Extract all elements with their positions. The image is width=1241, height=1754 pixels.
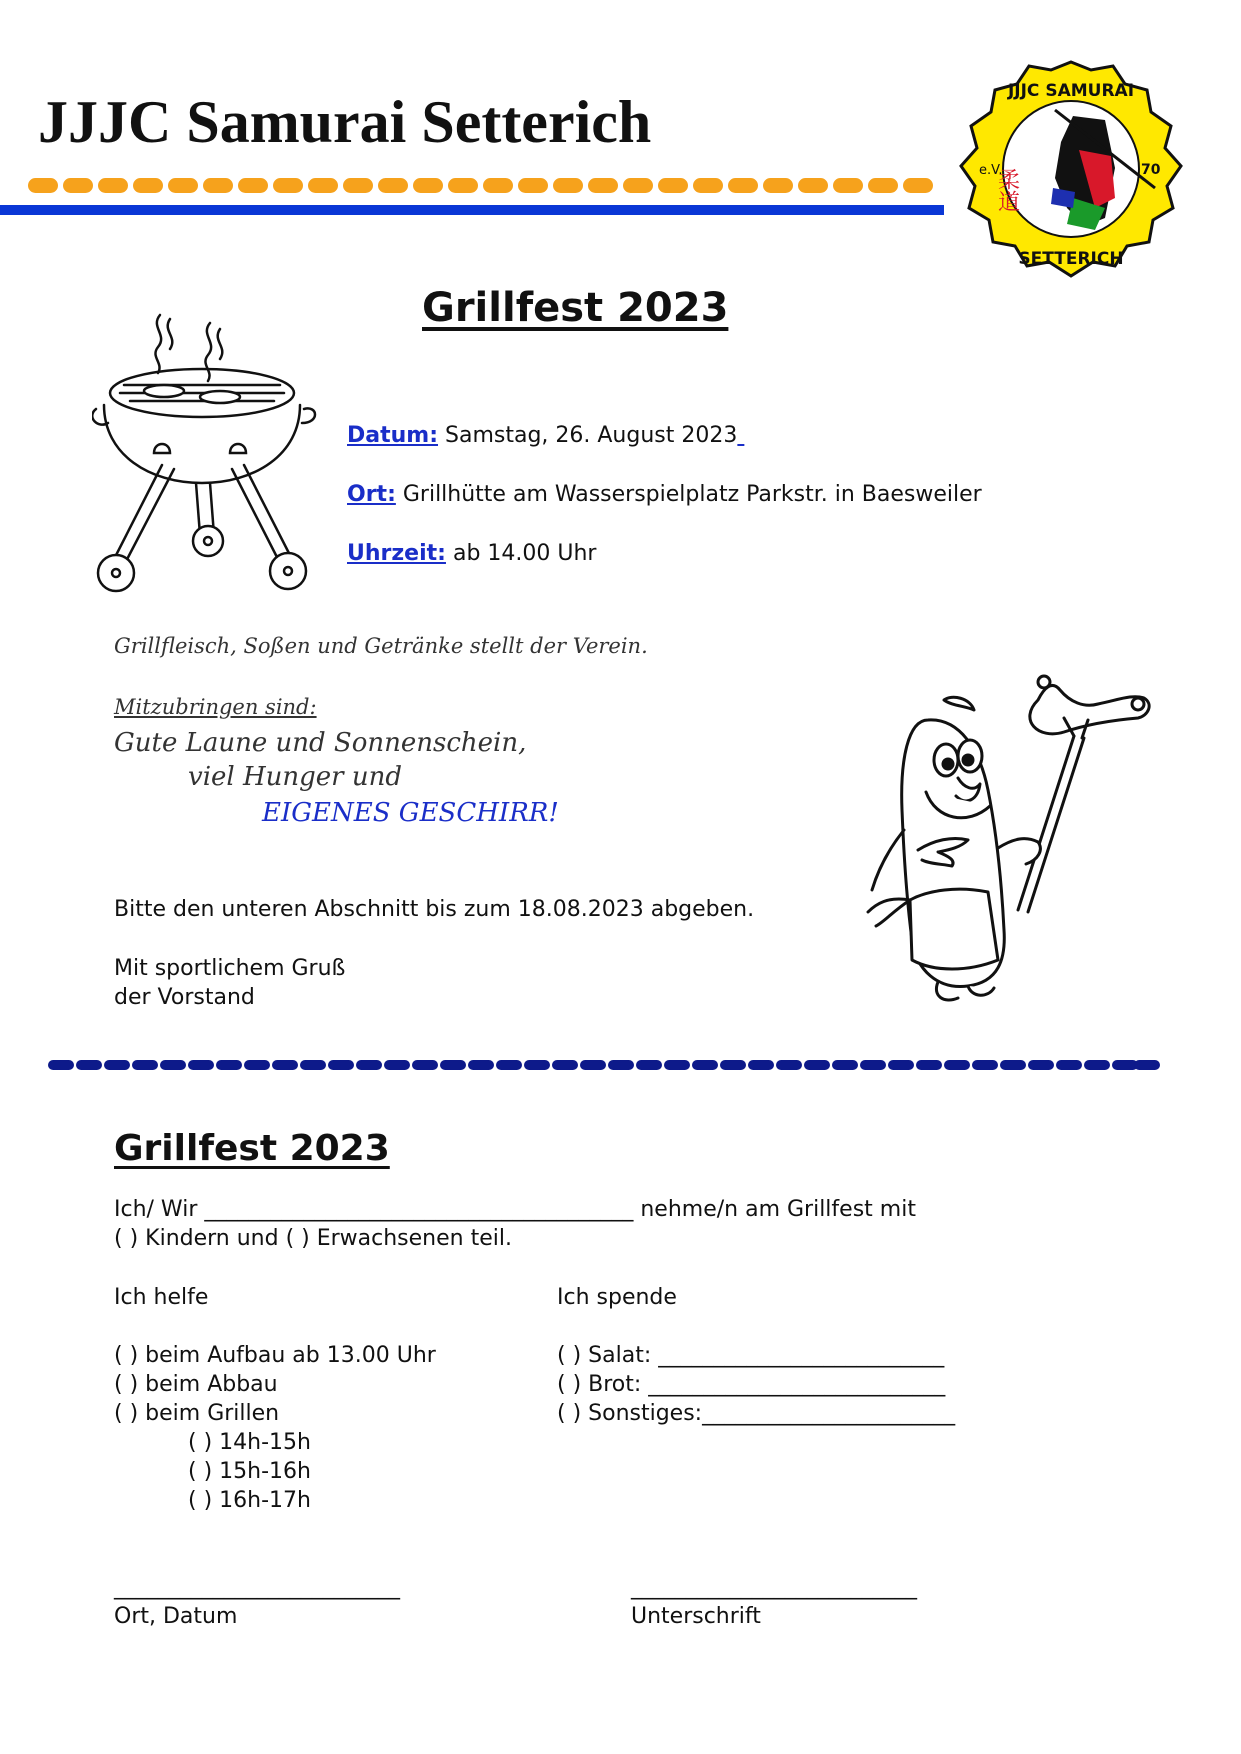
form-title: Grillfest 2023 <box>114 1128 390 1169</box>
logo-text-top: JJJC SAMURAI <box>1007 81 1135 101</box>
bring-line-2: viel Hunger und <box>188 762 402 792</box>
logo-text-bottom: SETTERICH <box>1018 249 1124 269</box>
blue-header-bar <box>0 205 944 215</box>
date-value: Samstag, 26. August 2023 <box>438 423 738 448</box>
event-title: Grillfest 2023 <box>422 285 729 331</box>
logo-ev: e.V. <box>979 163 1003 178</box>
form-participants-line[interactable]: Ich/ Wir _______________________________________ nehme/n am Grillfest mit <box>114 1197 916 1222</box>
donate-heading: Ich spende <box>557 1285 677 1310</box>
navy-dash-divider <box>48 1057 1160 1073</box>
bring-line-1: Gute Laune und Sonnenschein, <box>114 728 527 758</box>
sausage-mascot-illustration <box>848 660 1168 1020</box>
greeting-line-2: der Vorstand <box>114 985 255 1010</box>
time-label: Uhrzeit: <box>347 541 446 566</box>
date-label: Datum: <box>347 423 439 448</box>
help-option-teardown[interactable]: ( ) beim Abbau <box>114 1372 278 1397</box>
grill-slot-2[interactable]: ( ) 15h-16h <box>188 1459 311 1484</box>
place-date-line[interactable]: __________________________ <box>114 1575 400 1600</box>
event-time <box>347 541 596 566</box>
help-heading: Ich helfe <box>114 1285 209 1310</box>
signature-label: Unterschrift <box>631 1604 761 1629</box>
club-title: JJJC Samurai Setterich <box>38 89 652 155</box>
orange-dash-divider <box>28 176 936 196</box>
donate-option-other[interactable]: ( ) Sonstiges:_______________________ <box>557 1401 956 1426</box>
place-value: Grillhütte am Wasserspielplatz Parkstr. in Baesweiler <box>395 482 982 507</box>
club-logo <box>955 58 1187 280</box>
help-option-setup[interactable]: ( ) beim Aufbau ab 13.00 Uhr <box>114 1343 436 1368</box>
place-date-label: Ort, Datum <box>114 1604 238 1629</box>
place-label: Ort: <box>347 482 396 507</box>
grill-illustration <box>92 305 332 595</box>
help-option-grilling[interactable]: ( ) beim Grillen <box>114 1401 280 1426</box>
donate-option-bread[interactable]: ( ) Brot: ___________________________ <box>557 1372 946 1397</box>
form-count-line[interactable]: ( ) Kindern und ( ) Erwachsenen teil. <box>114 1226 512 1251</box>
grill-slot-3[interactable]: ( ) 16h-17h <box>188 1488 311 1513</box>
provided-note: Grillfleisch, Soßen und Getränke stellt der Verein. <box>114 634 648 658</box>
signature-line[interactable]: __________________________ <box>631 1575 917 1600</box>
donate-option-salad[interactable]: ( ) Salat: __________________________ <box>557 1343 945 1368</box>
grill-slot-1[interactable]: ( ) 14h-15h <box>188 1430 311 1455</box>
time-value: ab 14.00 Uhr <box>445 541 597 566</box>
deadline-note: Bitte den unteren Abschnitt bis zum 18.08.2023 abgeben. <box>114 897 755 922</box>
logo-kanji: 柔道 <box>994 168 1020 212</box>
bring-line-3: EIGENES GESCHIRR! <box>262 798 559 828</box>
event-date <box>347 423 744 448</box>
event-place <box>347 482 982 507</box>
bring-heading: Mitzubringen sind: <box>114 695 317 719</box>
logo-year: 70 <box>1141 162 1161 178</box>
greeting-line-1: Mit sportlichem Gruß <box>114 956 346 981</box>
